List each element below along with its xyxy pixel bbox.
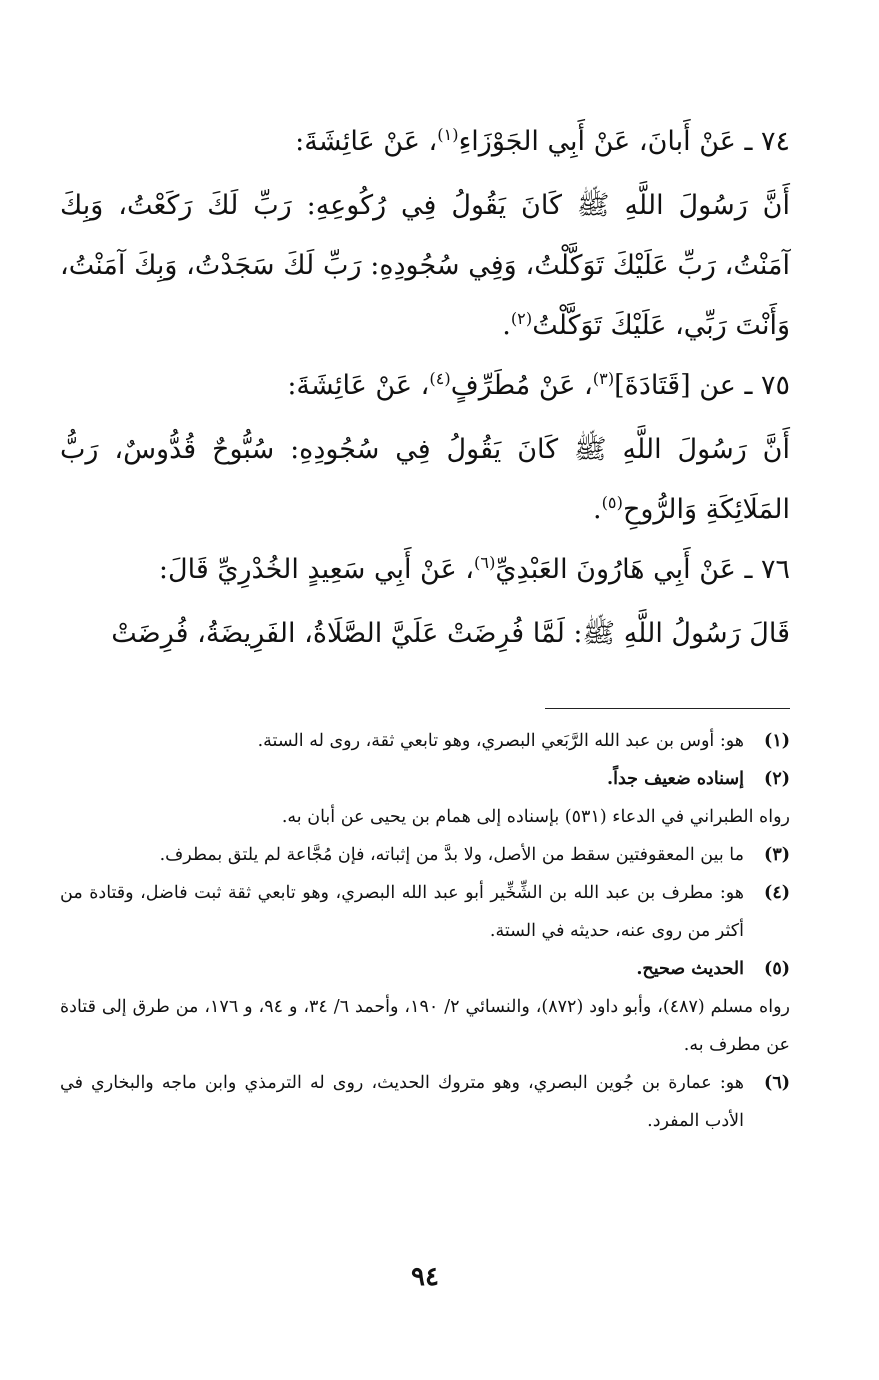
heading-tail: ، عَنْ أَبِي سَعِيدٍ الخُدْرِيِّ قَالَ: <box>158 554 475 585</box>
footnote-2-continued <box>60 798 790 836</box>
footnote-ref: (٦) <box>474 553 496 572</box>
hadith-text: أَنَّ رَسُولَ اللَّهِ ﷺ كَانَ يَقُولُ فِي سُجُودِهِ: سُبُّوحٌ قُدُّوسٌ، رَبُّ المَلَائِكَةِ وَالرُّوحِ <box>60 434 790 525</box>
footnote-number: (٥) <box>764 959 790 979</box>
footnote-ref: (٢) <box>510 309 533 328</box>
heading-text: ـ عن [قَتَادَةَ] <box>614 370 761 401</box>
heading-tail: ، عَنْ عَائِشَةَ: <box>295 126 438 157</box>
footnote-text: رواه الطبراني في الدعاء (٥٣١) بإسناده إلى همام بن يحيى عن أبان به. <box>281 807 790 827</box>
hadith-74-heading <box>60 112 790 172</box>
footnote-text: هو: مطرف بن عبد الله بن الشِّخِّير أبو عبد الله البصري، وهو تابعي ثقة ثبت فاضل، وقتادة من أكثر من روى عنه، حديثه في الستة. <box>60 883 744 941</box>
text-tail: . <box>502 310 511 341</box>
heading-tail: ، عَنْ عَائِشَةَ: <box>287 370 430 401</box>
hadith-76-heading <box>60 540 790 600</box>
footnote-number: (٤) <box>764 883 790 903</box>
text-tail: . <box>592 494 602 525</box>
hadith-75-text <box>60 420 790 540</box>
footnote-1 <box>60 722 790 760</box>
footnote-ref: (١) <box>437 125 459 144</box>
hadith-number: ٧٤ <box>760 126 790 157</box>
footnote-ref: (٤) <box>429 369 451 388</box>
heading-text: ـ عَنْ أَبانَ، عَنْ أَبِي الجَوْزَاءِ <box>458 126 761 157</box>
heading-mid: ، عَنْ مُطَرِّفٍ <box>450 370 593 401</box>
footnote-2 <box>60 760 790 798</box>
hadith-74-text <box>60 176 790 356</box>
hadith-number: ٧٦ <box>760 554 790 585</box>
footnote-number: (٣) <box>764 845 790 865</box>
hadith-section <box>60 112 790 664</box>
hadith-number: ٧٥ <box>760 370 790 401</box>
footnote-text: إسناده ضعيف جداً. <box>607 769 744 789</box>
footnotes <box>60 722 790 1140</box>
footnote-number: (٦) <box>764 1073 790 1093</box>
hadith-76-text <box>60 604 790 664</box>
heading-text: ـ عَنْ أَبِي هَارُونَ العَبْدِيِّ <box>495 554 761 585</box>
footnote-5 <box>60 950 790 988</box>
footnote-divider <box>545 708 790 709</box>
footnote-6 <box>60 1064 790 1140</box>
book-page <box>60 0 790 1380</box>
footnote-5-continued <box>60 988 790 1064</box>
footnote-text: الحديث صحيح. <box>636 959 744 979</box>
hadith-text: أَنَّ رَسُولَ اللَّهِ ﷺ كَانَ يَقُولُ فِي رُكُوعِهِ: رَبِّ لَكَ رَكَعْتُ، وَبِكَ آمَنْتُ، رَبِّ عَلَيْكَ تَوَكَّلْتُ، وَفِي سُجُودِهِ: رَبِّ لَكَ سَجَدْتُ، وَبِكَ آمَنْتُ، وَأَنْتَ رَبِّي، عَلَيْكَ تَوَكَّلْتُ <box>60 190 790 341</box>
footnote-text: رواه مسلم (٤٨٧)، وأبو داود (٨٧٢)، والنسائي ٢/ ١٩٠، وأحمد ٦/ ٣٤، و ٩٤، و ١٧٦، من طرق إلى قتادة عن مطرف به. <box>60 997 790 1055</box>
footnote-number: (٢) <box>764 769 790 789</box>
footnote-text: ما بين المعقوفتين سقط من الأصل، ولا بدَّ من إثباته، فإن مُجَّاعة لم يلتق بمطرف. <box>159 845 744 865</box>
footnote-ref: (٣) <box>592 369 615 388</box>
footnote-4 <box>60 874 790 950</box>
page-number: ٩٤ <box>411 1262 439 1292</box>
footnote-3 <box>60 836 790 874</box>
hadith-text: قَالَ رَسُولُ اللَّهِ ﷺ: لَمَّا فُرِضَتْ عَلَيَّ الصَّلَاةُ، الفَرِيضَةُ، فُرِضَتْ <box>111 618 790 649</box>
hadith-75-heading <box>60 356 790 416</box>
footnote-number: (١) <box>764 731 790 751</box>
footnote-text: هو: عمارة بن جُوين البصري، وهو متروك الحديث، روى له الترمذي وابن ماجه والبخاري في الأدب المفرد. <box>60 1073 744 1131</box>
footnote-text: هو: أوس بن عبد الله الرَّبَعي البصري، وهو تابعي ثقة، روى له الستة. <box>257 731 744 751</box>
footnote-ref: (٥) <box>601 493 623 512</box>
